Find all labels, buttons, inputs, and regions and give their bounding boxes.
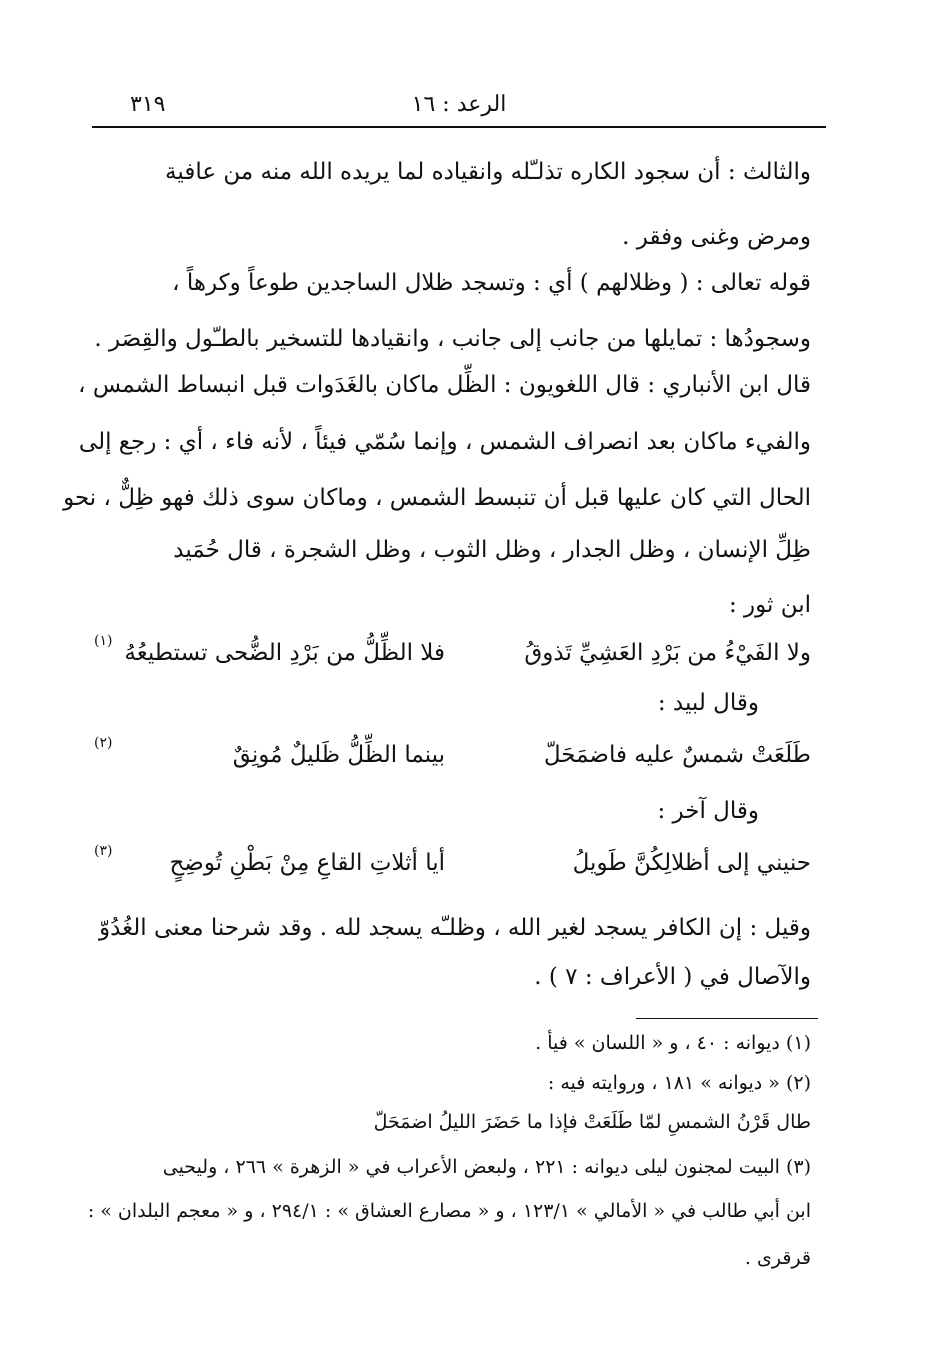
poem-hemistich-first: أيا أثلاتِ القاعِ مِنْ بَطْنِ تُوضِحٍ [169,850,445,876]
page-number: ٣١٩ [130,92,166,117]
body-line: وسجودُها : تمايلها من جانب إلى جانب ، وانقيادها للتسخير بالطـّول والقِصَر . [94,326,811,352]
footnote-rule [636,1018,818,1019]
poem-hemistich-second: طَلَعَتْ شمسٌ عليه فاضمَحَلّ [543,742,811,768]
body-line: وقيل : إن الكافر يسجد لغير الله ، وظلـّه يسجد لله . وقد شرحنا معنى الغُدُوّ [99,915,811,941]
footnote: (٣) البيت لمجنون ليلى ديوانه : ٢٢١ ، ولبعض الأعراب في « الزهرة » ٢٦٦ ، وليحيى [162,1156,811,1178]
quote-intro: وقال آخر : [657,798,759,824]
footnote: (١) ديوانه : ٤٠ ، و « اللسان » فيأ . [535,1032,811,1054]
footnote: ابن أبي طالب في « الأمالي » ١٢٣/١ ، و « مصارع العشاق » : ٢٩٤/١ ، و « معجم البلدان » : [87,1200,811,1222]
running-title: الرعد : ١٦ [411,92,507,117]
body-line: قال ابن الأنباري : قال اللغويون : الظِّل ماكان بالغَدَوات قبل انبساط الشمس ، [78,372,811,398]
page-header [92,88,826,128]
poem-hemistich-second: ولا الفَيْءُ من بَرْدِ العَشِيِّ تَذوقُ [524,640,811,666]
body-line: الحال التي كان عليها قبل أن تنبسط الشمس ، وماكان سوى ذلك فهو ظِلٌّ ، نحو [63,485,811,511]
footnote-marker: (١) [94,633,113,649]
quote-intro: وقال لبيد : [657,690,759,716]
body-line: والفيء ماكان بعد انصراف الشمس ، وإنما سُمّي فيئاً ، لأنه فاء ، أي : رجع إلى [78,429,811,455]
footnote: قرقرى . [744,1247,811,1269]
footnote: (٢) « ديوانه » ١٨١ ، وروايته فيه : [547,1072,811,1094]
poem-hemistich-first: بينما الظِّلُّ ظَليلٌ مُونِقٌ [232,742,445,768]
footnote-verse: طال قَرْنُ الشمسِ لمّا طَلَعَتْ فإذا ما حَضَرَ الليلُ اضمَحَلّ [373,1111,811,1133]
body-line: قوله تعالى : ( وظلالهم ) أي : وتسجد ظلال الساجدين طوعاً وكرهاً ، [172,270,811,296]
poem-hemistich-first: فلا الظِّلُّ من بَرْدِ الضُّحى تستطيعُهُ [124,640,445,666]
body-line: ظِلِّ الإنسان ، وظل الجدار ، وظل الثوب ، وظل الشجرة ، قال حُمَيد [173,537,811,563]
body-line: والآصال في ( الأعراف : ٧ ) . [534,964,811,990]
footnote-marker: (٢) [94,735,113,751]
poem-hemistich-second: حنيني إلى أظلالِكُنَّ طَويلُ [572,850,811,876]
body-line: والثالث : أن سجود الكاره تذلـّله وانقياده لما يريده الله منه من عافية [165,159,811,185]
body-line: ومرض وغنى وفقر . [622,224,811,250]
footnote-marker: (٣) [94,843,113,859]
body-line: ابن ثور : [728,592,811,618]
header-rule [92,126,826,128]
